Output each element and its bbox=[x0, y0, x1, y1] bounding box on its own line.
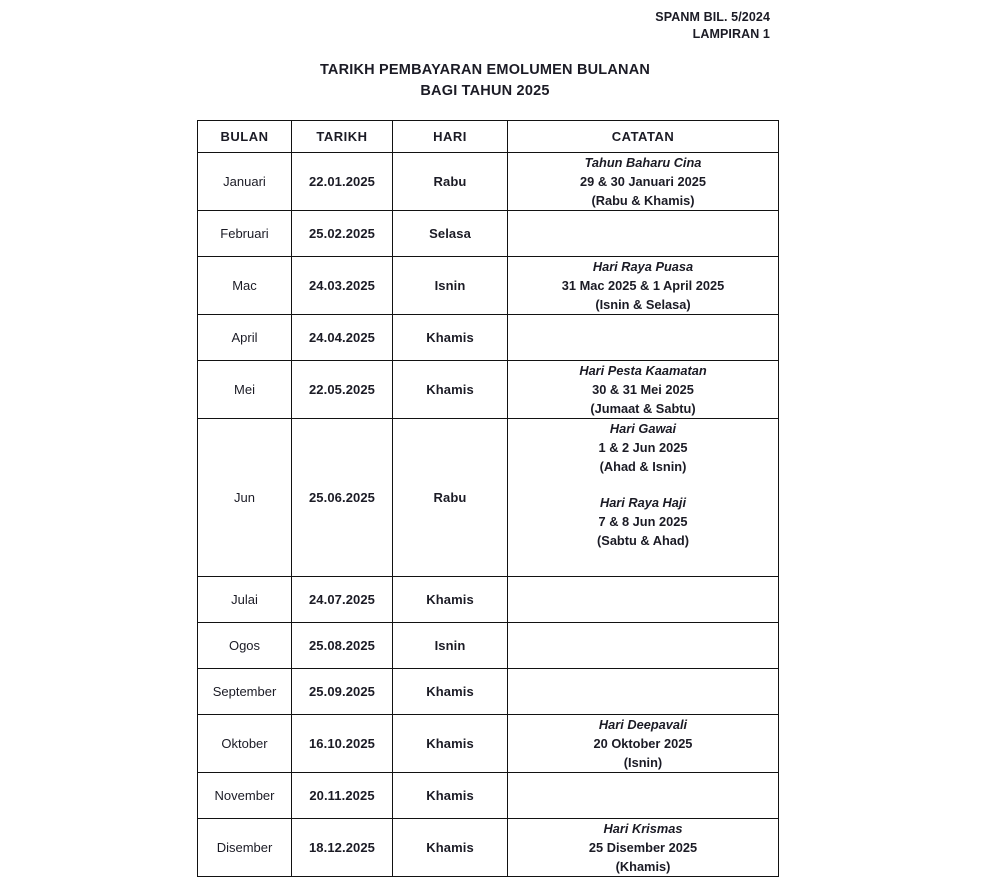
page-title-line-2: BAGI TAHUN 2025 bbox=[420, 83, 550, 99]
cell-bulan: Oktober bbox=[198, 715, 292, 773]
cell-tarikh: 24.07.2025 bbox=[292, 577, 393, 623]
table-row bbox=[198, 211, 779, 257]
holiday-note bbox=[508, 819, 778, 876]
table-row bbox=[198, 315, 779, 361]
page-title bbox=[0, 60, 970, 102]
table-header bbox=[198, 121, 779, 153]
holiday-note bbox=[508, 257, 778, 314]
holiday-weekdays: (Sabtu & Ahad) bbox=[597, 533, 689, 548]
cell-catatan bbox=[508, 669, 779, 715]
holiday-note bbox=[508, 493, 778, 550]
cell-hari: Khamis bbox=[393, 577, 508, 623]
cell-bulan: April bbox=[198, 315, 292, 361]
cell-catatan bbox=[508, 257, 779, 315]
table-row bbox=[198, 577, 779, 623]
cell-bulan: September bbox=[198, 669, 292, 715]
cell-tarikh: 20.11.2025 bbox=[292, 773, 393, 819]
cell-hari: Khamis bbox=[393, 361, 508, 419]
cell-tarikh: 25.02.2025 bbox=[292, 211, 393, 257]
page-title-line-1: TARIKH PEMBAYARAN EMOLUMEN BULANAN bbox=[319, 62, 651, 78]
holiday-note bbox=[508, 715, 778, 772]
cell-hari: Khamis bbox=[393, 315, 508, 361]
table-row bbox=[198, 715, 779, 773]
cell-catatan bbox=[508, 361, 779, 419]
cell-bulan: Mac bbox=[198, 257, 292, 315]
cell-catatan bbox=[508, 819, 779, 877]
cell-catatan bbox=[508, 419, 779, 577]
holiday-weekdays: (Rabu & Khamis) bbox=[591, 193, 695, 208]
table-row bbox=[198, 361, 779, 419]
cell-hari: Khamis bbox=[393, 773, 508, 819]
holiday-name: Hari Gawai bbox=[609, 421, 677, 436]
document-reference-line-1: SPANM BIL. 5/2024 bbox=[655, 10, 770, 24]
cell-tarikh: 16.10.2025 bbox=[292, 715, 393, 773]
holiday-weekdays: (Isnin & Selasa) bbox=[595, 297, 691, 312]
cell-hari: Khamis bbox=[393, 715, 508, 773]
note-spacer bbox=[508, 550, 778, 576]
holiday-name: Hari Pesta Kaamatan bbox=[579, 363, 707, 378]
cell-catatan bbox=[508, 715, 779, 773]
cell-hari: Selasa bbox=[393, 211, 508, 257]
holiday-note bbox=[508, 419, 778, 476]
cell-bulan: Jun bbox=[198, 419, 292, 577]
holiday-date: 25 Disember 2025 bbox=[588, 840, 698, 855]
cell-catatan bbox=[508, 577, 779, 623]
holiday-date: 1 & 2 Jun 2025 bbox=[598, 440, 688, 455]
cell-hari: Rabu bbox=[393, 419, 508, 577]
table-row bbox=[198, 623, 779, 669]
holiday-name: Tahun Baharu Cina bbox=[584, 155, 702, 170]
payment-schedule-table bbox=[197, 120, 779, 877]
cell-bulan: Mei bbox=[198, 361, 292, 419]
cell-catatan bbox=[508, 773, 779, 819]
cell-hari: Khamis bbox=[393, 669, 508, 715]
holiday-weekdays: (Jumaat & Sabtu) bbox=[590, 401, 696, 416]
holiday-name: Hari Raya Haji bbox=[599, 495, 687, 510]
table-row bbox=[198, 153, 779, 211]
cell-bulan: Februari bbox=[198, 211, 292, 257]
column-header-bulan: BULAN bbox=[198, 121, 292, 153]
holiday-weekdays: (Ahad & Isnin) bbox=[599, 459, 687, 474]
holiday-weekdays: (Khamis) bbox=[615, 859, 671, 874]
table-row bbox=[198, 773, 779, 819]
cell-tarikh: 18.12.2025 bbox=[292, 819, 393, 877]
holiday-name: Hari Krismas bbox=[603, 821, 683, 836]
cell-tarikh: 24.04.2025 bbox=[292, 315, 393, 361]
cell-hari: Isnin bbox=[393, 257, 508, 315]
cell-bulan: Ogos bbox=[198, 623, 292, 669]
holiday-name: Hari Deepavali bbox=[598, 717, 688, 732]
table-row bbox=[198, 669, 779, 715]
holiday-weekdays: (Isnin) bbox=[623, 755, 663, 770]
table-row bbox=[198, 257, 779, 315]
holiday-note bbox=[508, 153, 778, 210]
cell-catatan bbox=[508, 153, 779, 211]
column-header-catatan: CATATAN bbox=[508, 121, 779, 153]
cell-bulan: Disember bbox=[198, 819, 292, 877]
holiday-date: 7 & 8 Jun 2025 bbox=[598, 514, 688, 529]
document-reference-block bbox=[655, 9, 770, 43]
cell-tarikh: 25.09.2025 bbox=[292, 669, 393, 715]
cell-catatan bbox=[508, 315, 779, 361]
cell-tarikh: 22.05.2025 bbox=[292, 361, 393, 419]
table-row bbox=[198, 419, 779, 577]
column-header-hari: HARI bbox=[393, 121, 508, 153]
cell-bulan: November bbox=[198, 773, 292, 819]
cell-hari: Khamis bbox=[393, 819, 508, 877]
cell-hari: Rabu bbox=[393, 153, 508, 211]
cell-tarikh: 24.03.2025 bbox=[292, 257, 393, 315]
cell-bulan: Januari bbox=[198, 153, 292, 211]
cell-tarikh: 22.01.2025 bbox=[292, 153, 393, 211]
cell-tarikh: 25.08.2025 bbox=[292, 623, 393, 669]
holiday-date: 20 Oktober 2025 bbox=[593, 736, 693, 751]
holiday-date: 30 & 31 Mei 2025 bbox=[592, 382, 694, 397]
cell-catatan bbox=[508, 211, 779, 257]
holiday-date: 31 Mac 2025 & 1 April 2025 bbox=[561, 278, 725, 293]
cell-hari: Isnin bbox=[393, 623, 508, 669]
holiday-date: 29 & 30 Januari 2025 bbox=[580, 174, 706, 189]
table-header-row bbox=[198, 121, 779, 153]
payment-schedule-table-wrapper bbox=[197, 120, 778, 877]
table-body bbox=[198, 153, 779, 877]
cell-catatan bbox=[508, 623, 779, 669]
document-reference-line-2: LAMPIRAN 1 bbox=[692, 27, 770, 41]
table-row bbox=[198, 819, 779, 877]
column-header-tarikh: TARIKH bbox=[292, 121, 393, 153]
holiday-note bbox=[508, 361, 778, 418]
cell-bulan: Julai bbox=[198, 577, 292, 623]
cell-tarikh: 25.06.2025 bbox=[292, 419, 393, 577]
holiday-name: Hari Raya Puasa bbox=[592, 259, 694, 274]
